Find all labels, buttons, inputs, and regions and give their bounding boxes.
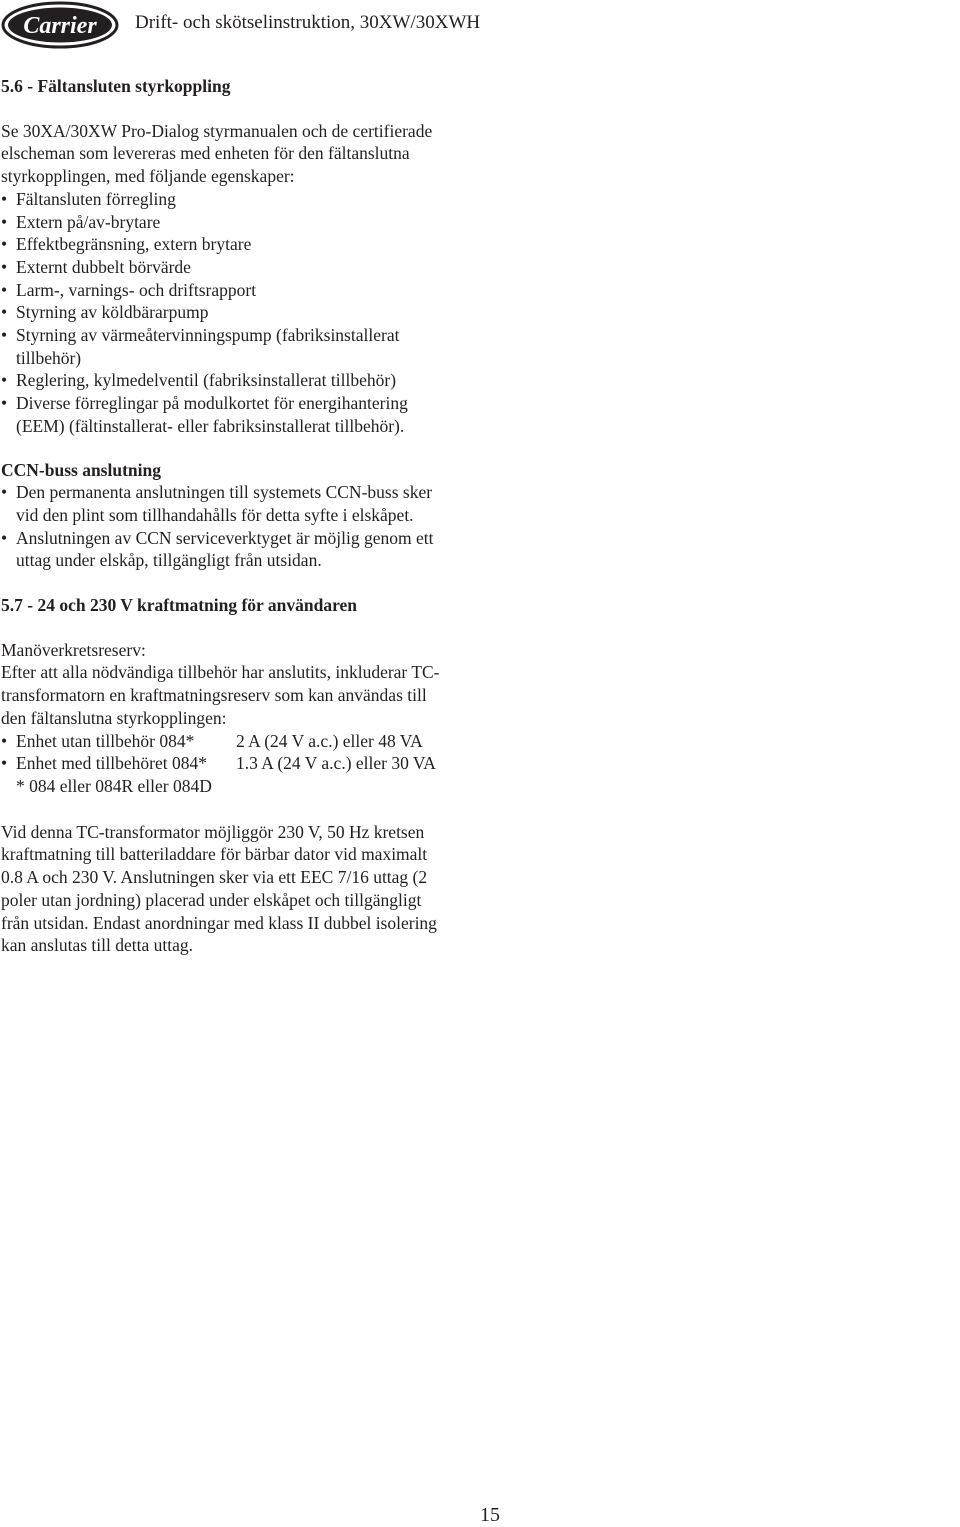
list-item-text: Larm-, varnings- och driftsrapport <box>16 279 257 300</box>
spec-row: • Enhet med tillbehöret 084* 1.3 A (24 V a.c.) eller 30 VA <box>1 753 436 774</box>
list-item: • Effektbegränsning, extern brytare <box>1 234 252 255</box>
spec-row: • Enhet utan tillbehör 084* 2 A (24 V a.c.) eller 48 VA <box>1 730 423 751</box>
list-item-text: Fältansluten förregling <box>16 188 176 209</box>
list-item: • Styrning av värmeåtervinningspump (fabriksinstallerat tillbehör) <box>1 325 400 368</box>
spec-label: Enhet utan tillbehör 084* <box>16 730 195 751</box>
spec-label: Enhet med tillbehöret 084* <box>16 753 207 774</box>
logo-wordmark: Carrier <box>23 13 97 39</box>
document-title: Drift- och skötselinstruktion, 30XW/30XWH <box>135 12 481 33</box>
spec-footnote: * 084 eller 084R eller 084D <box>16 775 212 796</box>
list-item-text: Anslutningen av CCN serviceverktyget är möjlig genom ett uttag under elskåp, tillgängligt från utsidan. <box>16 527 434 571</box>
list-item-text: Extern på/av-brytare <box>16 211 161 232</box>
section-5-7-closing: Vid denna TC-transformator möjliggör 230 V, 50 Hz kretsen kraftmatning till batteriladdare för bärbar dator vid maximalt 0.8 A och 230 V. Anslutningen sker via ett EEC 7/16 uttag (2 poler utan jordning) placerad under elskåpet och tillgängligt från utsidan. Endast anordningar med klass II dubbel isolering kan anslutas till detta uttag. <box>1 821 437 956</box>
list-item-text: Den permanenta anslutningen till systemets CCN-buss sker vid den plint som tillhandahålls för detta syfte i elskåpet. <box>16 482 433 525</box>
section-5-6-heading: 5.6 - Fältansluten styrkoppling <box>1 76 231 96</box>
reserve-label: Manöverkretsreserv: <box>1 639 146 660</box>
list-item-text: Externt dubbelt börvärde <box>16 256 191 277</box>
list-item-text: Styrning av värmeåtervinningspump (fabriksinstallerat tillbehör) <box>16 325 400 368</box>
spec-value: 1.3 A (24 V a.c.) eller 30 VA <box>236 753 436 774</box>
list-item: • Extern på/av-brytare <box>1 211 161 232</box>
list-item: • Styrning av köldbärarpump <box>1 302 209 323</box>
list-item-text: Diverse förreglingar på modulkortet för energihantering (EEM) (fältinstallerat- eller fabriksinstallerat tillbehör). <box>16 393 408 436</box>
feature-list <box>1 188 521 438</box>
page-number: 15 <box>480 1504 500 1526</box>
spec-value: 2 A (24 V a.c.) eller 48 VA <box>236 730 423 751</box>
list-item: • Anslutningen av CCN serviceverktyget är möjlig genom ett uttag under elskåp, tillgängligt från utsidan. <box>1 527 434 571</box>
list-item-text: Effektbegränsning, extern brytare <box>16 234 252 255</box>
ccn-list <box>1 481 521 572</box>
list-item-text: Styrning av köldbärarpump <box>16 302 209 323</box>
list-item: • Den permanenta anslutningen till systemets CCN-buss sker vid den plint som tillhandahålls för detta syfte i elskåpet. <box>1 482 433 525</box>
list-item: • Fältansluten förregling <box>1 188 176 209</box>
carrier-logo <box>1 1 119 49</box>
page-header <box>0 0 960 50</box>
list-item: • Diverse förreglingar på modulkortet för energihantering (EEM) (fältinstallerat- eller fabriksinstallerat tillbehör). <box>1 393 408 436</box>
list-item-text: Reglering, kylmedelventil (fabriksinstallerat tillbehör) <box>16 370 397 391</box>
section-5-7-intro: Efter att alla nödvändiga tillbehör har anslutits, inkluderar TC- transformatorn en kraftmatningsreserv som kan användas till den fältanslutna styrkopplingen: <box>1 662 440 728</box>
ccn-heading: CCN-buss anslutning <box>1 459 161 480</box>
list-item: • Reglering, kylmedelventil (fabriksinstallerat tillbehör) <box>1 370 397 391</box>
list-item: • Externt dubbelt börvärde <box>1 256 191 277</box>
list-item: • Larm-, varnings- och driftsrapport <box>1 279 257 300</box>
section-5-6-intro: Se 30XA/30XW Pro-Dialog styrmanualen och de certifierade elscheman som levereras med enheten för den fältanslutna styrkopplingen, med följande egenskaper: <box>1 120 433 187</box>
page-content <box>1 75 521 957</box>
section-5-7-heading: 5.7 - 24 och 230 V kraftmatning för användaren <box>1 595 358 616</box>
